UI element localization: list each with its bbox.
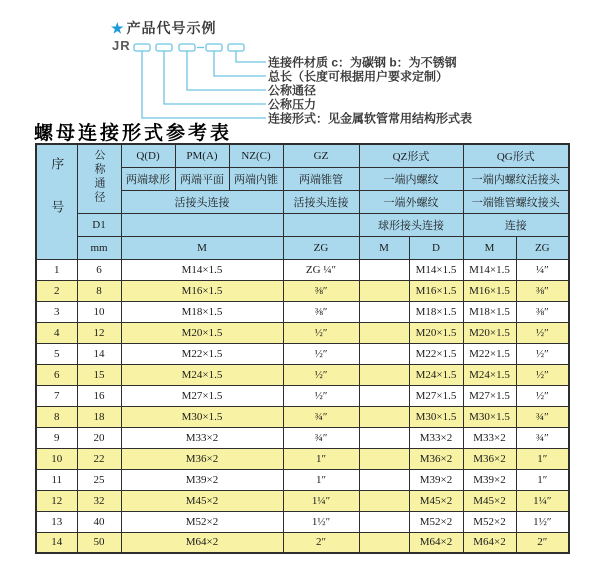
cell-qz-d: M16×1.5 bbox=[409, 280, 463, 301]
cell-serial: 6 bbox=[36, 364, 77, 385]
cell-zg: ⅜″ bbox=[283, 301, 359, 322]
cell-qz-d: M18×1.5 bbox=[409, 301, 463, 322]
cell-qg-zg: ½″ bbox=[516, 385, 569, 406]
nut-connection-reference-table bbox=[35, 143, 570, 554]
table-row bbox=[36, 406, 569, 427]
cell-serial: 10 bbox=[36, 448, 77, 469]
code-label-connection-type: 连接形式：见金属软管常用结构形式表 bbox=[268, 111, 473, 126]
cell-zg: ½″ bbox=[283, 385, 359, 406]
cell-qz-d: M27×1.5 bbox=[409, 385, 463, 406]
code-prefix: JR bbox=[112, 38, 131, 53]
cell-m: M64×2 bbox=[121, 532, 283, 553]
table-row bbox=[36, 301, 569, 322]
header-qz-d: D bbox=[409, 236, 463, 259]
header-zg: ZG bbox=[283, 236, 359, 259]
code-box-2 bbox=[156, 44, 172, 51]
cell-qg-zg: 1″ bbox=[516, 469, 569, 490]
cell-dn: 25 bbox=[77, 469, 121, 490]
header-row-1 bbox=[36, 144, 569, 167]
header-col-nz: NZ(C) bbox=[229, 144, 283, 167]
header-external-thread: 一端外螺纹 bbox=[359, 190, 463, 213]
cell-qg-m: M14×1.5 bbox=[463, 259, 516, 280]
table-row bbox=[36, 322, 569, 343]
header-sub-qg: 一端内螺纹活接头 bbox=[463, 167, 569, 190]
cell-zg: ⅜″ bbox=[283, 280, 359, 301]
table-row bbox=[36, 343, 569, 364]
cell-serial: 14 bbox=[36, 532, 77, 553]
cell-qz-d: M64×2 bbox=[409, 532, 463, 553]
leader-line-4 bbox=[164, 51, 266, 104]
table-row bbox=[36, 427, 569, 448]
cell-qz-d: M14×1.5 bbox=[409, 259, 463, 280]
cell-zg: ¾″ bbox=[283, 406, 359, 427]
cell-qg-zg: 1″ bbox=[516, 448, 569, 469]
cell-qz-m bbox=[359, 343, 409, 364]
cell-qg-zg: ½″ bbox=[516, 343, 569, 364]
cell-m: M22×1.5 bbox=[121, 343, 283, 364]
cell-qz-d: M20×1.5 bbox=[409, 322, 463, 343]
table-row bbox=[36, 385, 569, 406]
header-connection: 连接 bbox=[463, 213, 569, 236]
table-row bbox=[36, 532, 569, 553]
cell-qz-d: M24×1.5 bbox=[409, 364, 463, 385]
cell-qg-zg: 1½″ bbox=[516, 511, 569, 532]
cell-qg-zg: 2″ bbox=[516, 532, 569, 553]
code-label-nominal-pressure: 公称压力 bbox=[268, 97, 317, 112]
cell-qz-m bbox=[359, 385, 409, 406]
cell-zg: ½″ bbox=[283, 343, 359, 364]
table-row bbox=[36, 364, 569, 385]
header-col-qg: QG形式 bbox=[463, 144, 569, 167]
cell-qz-m bbox=[359, 301, 409, 322]
cell-qg-m: M36×2 bbox=[463, 448, 516, 469]
product-code-diagram bbox=[0, 0, 600, 130]
header-qz-m: M bbox=[359, 236, 409, 259]
cell-qz-d: M45×2 bbox=[409, 490, 463, 511]
cell-m: M45×2 bbox=[121, 490, 283, 511]
header-col-gz: GZ bbox=[283, 144, 359, 167]
cell-serial: 3 bbox=[36, 301, 77, 322]
cell-qz-d: M33×2 bbox=[409, 427, 463, 448]
header-nominal-diameter-label: 公称通径 bbox=[93, 149, 105, 206]
cell-dn: 15 bbox=[77, 364, 121, 385]
cell-qz-m bbox=[359, 427, 409, 448]
table-row bbox=[36, 280, 569, 301]
cell-qz-d: M36×2 bbox=[409, 448, 463, 469]
cell-m: M52×2 bbox=[121, 511, 283, 532]
cell-serial: 1 bbox=[36, 259, 77, 280]
cell-serial: 9 bbox=[36, 427, 77, 448]
cell-m: M20×1.5 bbox=[121, 322, 283, 343]
cell-m: M39×2 bbox=[121, 469, 283, 490]
cell-qz-m bbox=[359, 490, 409, 511]
cell-dn: 14 bbox=[77, 343, 121, 364]
cell-zg: ½″ bbox=[283, 322, 359, 343]
cell-qz-m bbox=[359, 280, 409, 301]
cell-qz-m bbox=[359, 322, 409, 343]
cell-qg-m: M18×1.5 bbox=[463, 301, 516, 322]
cell-serial: 5 bbox=[36, 343, 77, 364]
cell-qz-m bbox=[359, 469, 409, 490]
cell-qg-m: M16×1.5 bbox=[463, 280, 516, 301]
header-sub-nz: 两端内锥 bbox=[229, 167, 283, 190]
header-blank-qpmnz bbox=[121, 213, 283, 236]
cell-dn: 40 bbox=[77, 511, 121, 532]
cell-qg-m: M22×1.5 bbox=[463, 343, 516, 364]
header-d1: D1 bbox=[77, 213, 121, 236]
code-box-4 bbox=[206, 44, 222, 51]
cell-qz-d: M39×2 bbox=[409, 469, 463, 490]
cell-dn: 6 bbox=[77, 259, 121, 280]
header-blank-gz bbox=[283, 213, 359, 236]
header-row-5 bbox=[36, 236, 569, 259]
table-row bbox=[36, 511, 569, 532]
code-label-nominal-diameter: 公称通径 bbox=[268, 83, 317, 98]
header-sub-gz: 两端锥管 bbox=[283, 167, 359, 190]
cell-serial: 12 bbox=[36, 490, 77, 511]
cell-dn: 32 bbox=[77, 490, 121, 511]
cell-qg-m: M30×1.5 bbox=[463, 406, 516, 427]
table-row bbox=[36, 469, 569, 490]
cell-m: M14×1.5 bbox=[121, 259, 283, 280]
cell-dn: 16 bbox=[77, 385, 121, 406]
header-sub-q: 两端球形 bbox=[121, 167, 175, 190]
cell-dn: 12 bbox=[77, 322, 121, 343]
cell-qg-zg: ⅜″ bbox=[516, 301, 569, 322]
cell-qz-m bbox=[359, 406, 409, 427]
cell-qg-m: M20×1.5 bbox=[463, 322, 516, 343]
cell-qz-m bbox=[359, 511, 409, 532]
header-sub-pm: 两端平面 bbox=[175, 167, 229, 190]
cell-m: M30×1.5 bbox=[121, 406, 283, 427]
header-union-connection-gz: 活接头连接 bbox=[283, 190, 359, 213]
star-icon: ★ bbox=[111, 20, 125, 36]
code-label-material: 连接件材质 c：为碳钢 b：为不锈钢 bbox=[268, 55, 457, 70]
header-taper-thread-joint: 一端锥管螺纹接头 bbox=[463, 190, 569, 213]
cell-qg-m: M24×1.5 bbox=[463, 364, 516, 385]
cell-qg-zg: ¾″ bbox=[516, 406, 569, 427]
cell-zg: ¾″ bbox=[283, 427, 359, 448]
cell-m: M33×2 bbox=[121, 427, 283, 448]
leader-line-2 bbox=[214, 51, 266, 76]
cell-zg: ZG ¼″ bbox=[283, 259, 359, 280]
cell-dn: 50 bbox=[77, 532, 121, 553]
cell-m: M36×2 bbox=[121, 448, 283, 469]
header-serial-label: 序号 bbox=[49, 157, 65, 244]
code-box-5 bbox=[228, 44, 244, 51]
leader-line-1 bbox=[236, 51, 266, 62]
cell-serial: 13 bbox=[36, 511, 77, 532]
code-box-1 bbox=[134, 44, 150, 51]
cell-qg-zg: ½″ bbox=[516, 322, 569, 343]
leader-line-3 bbox=[187, 51, 266, 90]
code-label-length: 总长（长度可根据用户要求定制） bbox=[268, 69, 449, 84]
cell-qg-zg: ⅜″ bbox=[516, 280, 569, 301]
table-row bbox=[36, 259, 569, 280]
cell-m: M18×1.5 bbox=[121, 301, 283, 322]
header-m: M bbox=[121, 236, 283, 259]
header-col-qz: QZ形式 bbox=[359, 144, 463, 167]
cell-serial: 2 bbox=[36, 280, 77, 301]
cell-dn: 18 bbox=[77, 406, 121, 427]
cell-qg-m: M27×1.5 bbox=[463, 385, 516, 406]
cell-m: M27×1.5 bbox=[121, 385, 283, 406]
cell-zg: 1″ bbox=[283, 448, 359, 469]
cell-qg-m: M39×2 bbox=[463, 469, 516, 490]
header-qg-zg: ZG bbox=[516, 236, 569, 259]
cell-qg-zg: ½″ bbox=[516, 364, 569, 385]
cell-dn: 20 bbox=[77, 427, 121, 448]
diagram-heading-text: 产品代号示例 bbox=[126, 20, 217, 36]
header-union-connection: 活接头连接 bbox=[121, 190, 283, 213]
table-title: 螺母连接形式参考表 bbox=[34, 123, 233, 144]
table-row bbox=[36, 490, 569, 511]
cell-m: M24×1.5 bbox=[121, 364, 283, 385]
table-body bbox=[36, 259, 569, 553]
cell-serial: 8 bbox=[36, 406, 77, 427]
cell-qg-zg: ¼″ bbox=[516, 259, 569, 280]
cell-serial: 7 bbox=[36, 385, 77, 406]
header-nominal-diameter bbox=[77, 144, 121, 213]
header-qg-m: M bbox=[463, 236, 516, 259]
cell-qg-m: M64×2 bbox=[463, 532, 516, 553]
table-row bbox=[36, 448, 569, 469]
cell-m: M16×1.5 bbox=[121, 280, 283, 301]
cell-qg-m: M52×2 bbox=[463, 511, 516, 532]
cell-qg-zg: ¾″ bbox=[516, 427, 569, 448]
header-col-pm: PM(A) bbox=[175, 144, 229, 167]
cell-qz-d: M22×1.5 bbox=[409, 343, 463, 364]
leader-line-5 bbox=[142, 51, 266, 118]
cell-qg-m: M33×2 bbox=[463, 427, 516, 448]
header-row-4 bbox=[36, 213, 569, 236]
cell-qz-d: M30×1.5 bbox=[409, 406, 463, 427]
header-col-q: Q(D) bbox=[121, 144, 175, 167]
cell-zg: 1″ bbox=[283, 469, 359, 490]
cell-zg: 1¼″ bbox=[283, 490, 359, 511]
header-ball-joint-connection: 球形接头连接 bbox=[359, 213, 463, 236]
cell-dn: 8 bbox=[77, 280, 121, 301]
cell-qg-zg: 1¼″ bbox=[516, 490, 569, 511]
cell-serial: 11 bbox=[36, 469, 77, 490]
cell-qz-m bbox=[359, 259, 409, 280]
cell-zg: 1½″ bbox=[283, 511, 359, 532]
code-box-3 bbox=[179, 44, 195, 51]
header-serial bbox=[36, 144, 77, 259]
cell-dn: 22 bbox=[77, 448, 121, 469]
cell-qz-m bbox=[359, 448, 409, 469]
header-sub-qz: 一端内螺纹 bbox=[359, 167, 463, 190]
diagram-heading bbox=[111, 18, 217, 38]
cell-zg: ½″ bbox=[283, 364, 359, 385]
header-mm: mm bbox=[77, 236, 121, 259]
cell-qz-m bbox=[359, 364, 409, 385]
cell-qz-m bbox=[359, 532, 409, 553]
cell-zg: 2″ bbox=[283, 532, 359, 553]
cell-serial: 4 bbox=[36, 322, 77, 343]
cell-qg-m: M45×2 bbox=[463, 490, 516, 511]
cell-dn: 10 bbox=[77, 301, 121, 322]
cell-qz-d: M52×2 bbox=[409, 511, 463, 532]
